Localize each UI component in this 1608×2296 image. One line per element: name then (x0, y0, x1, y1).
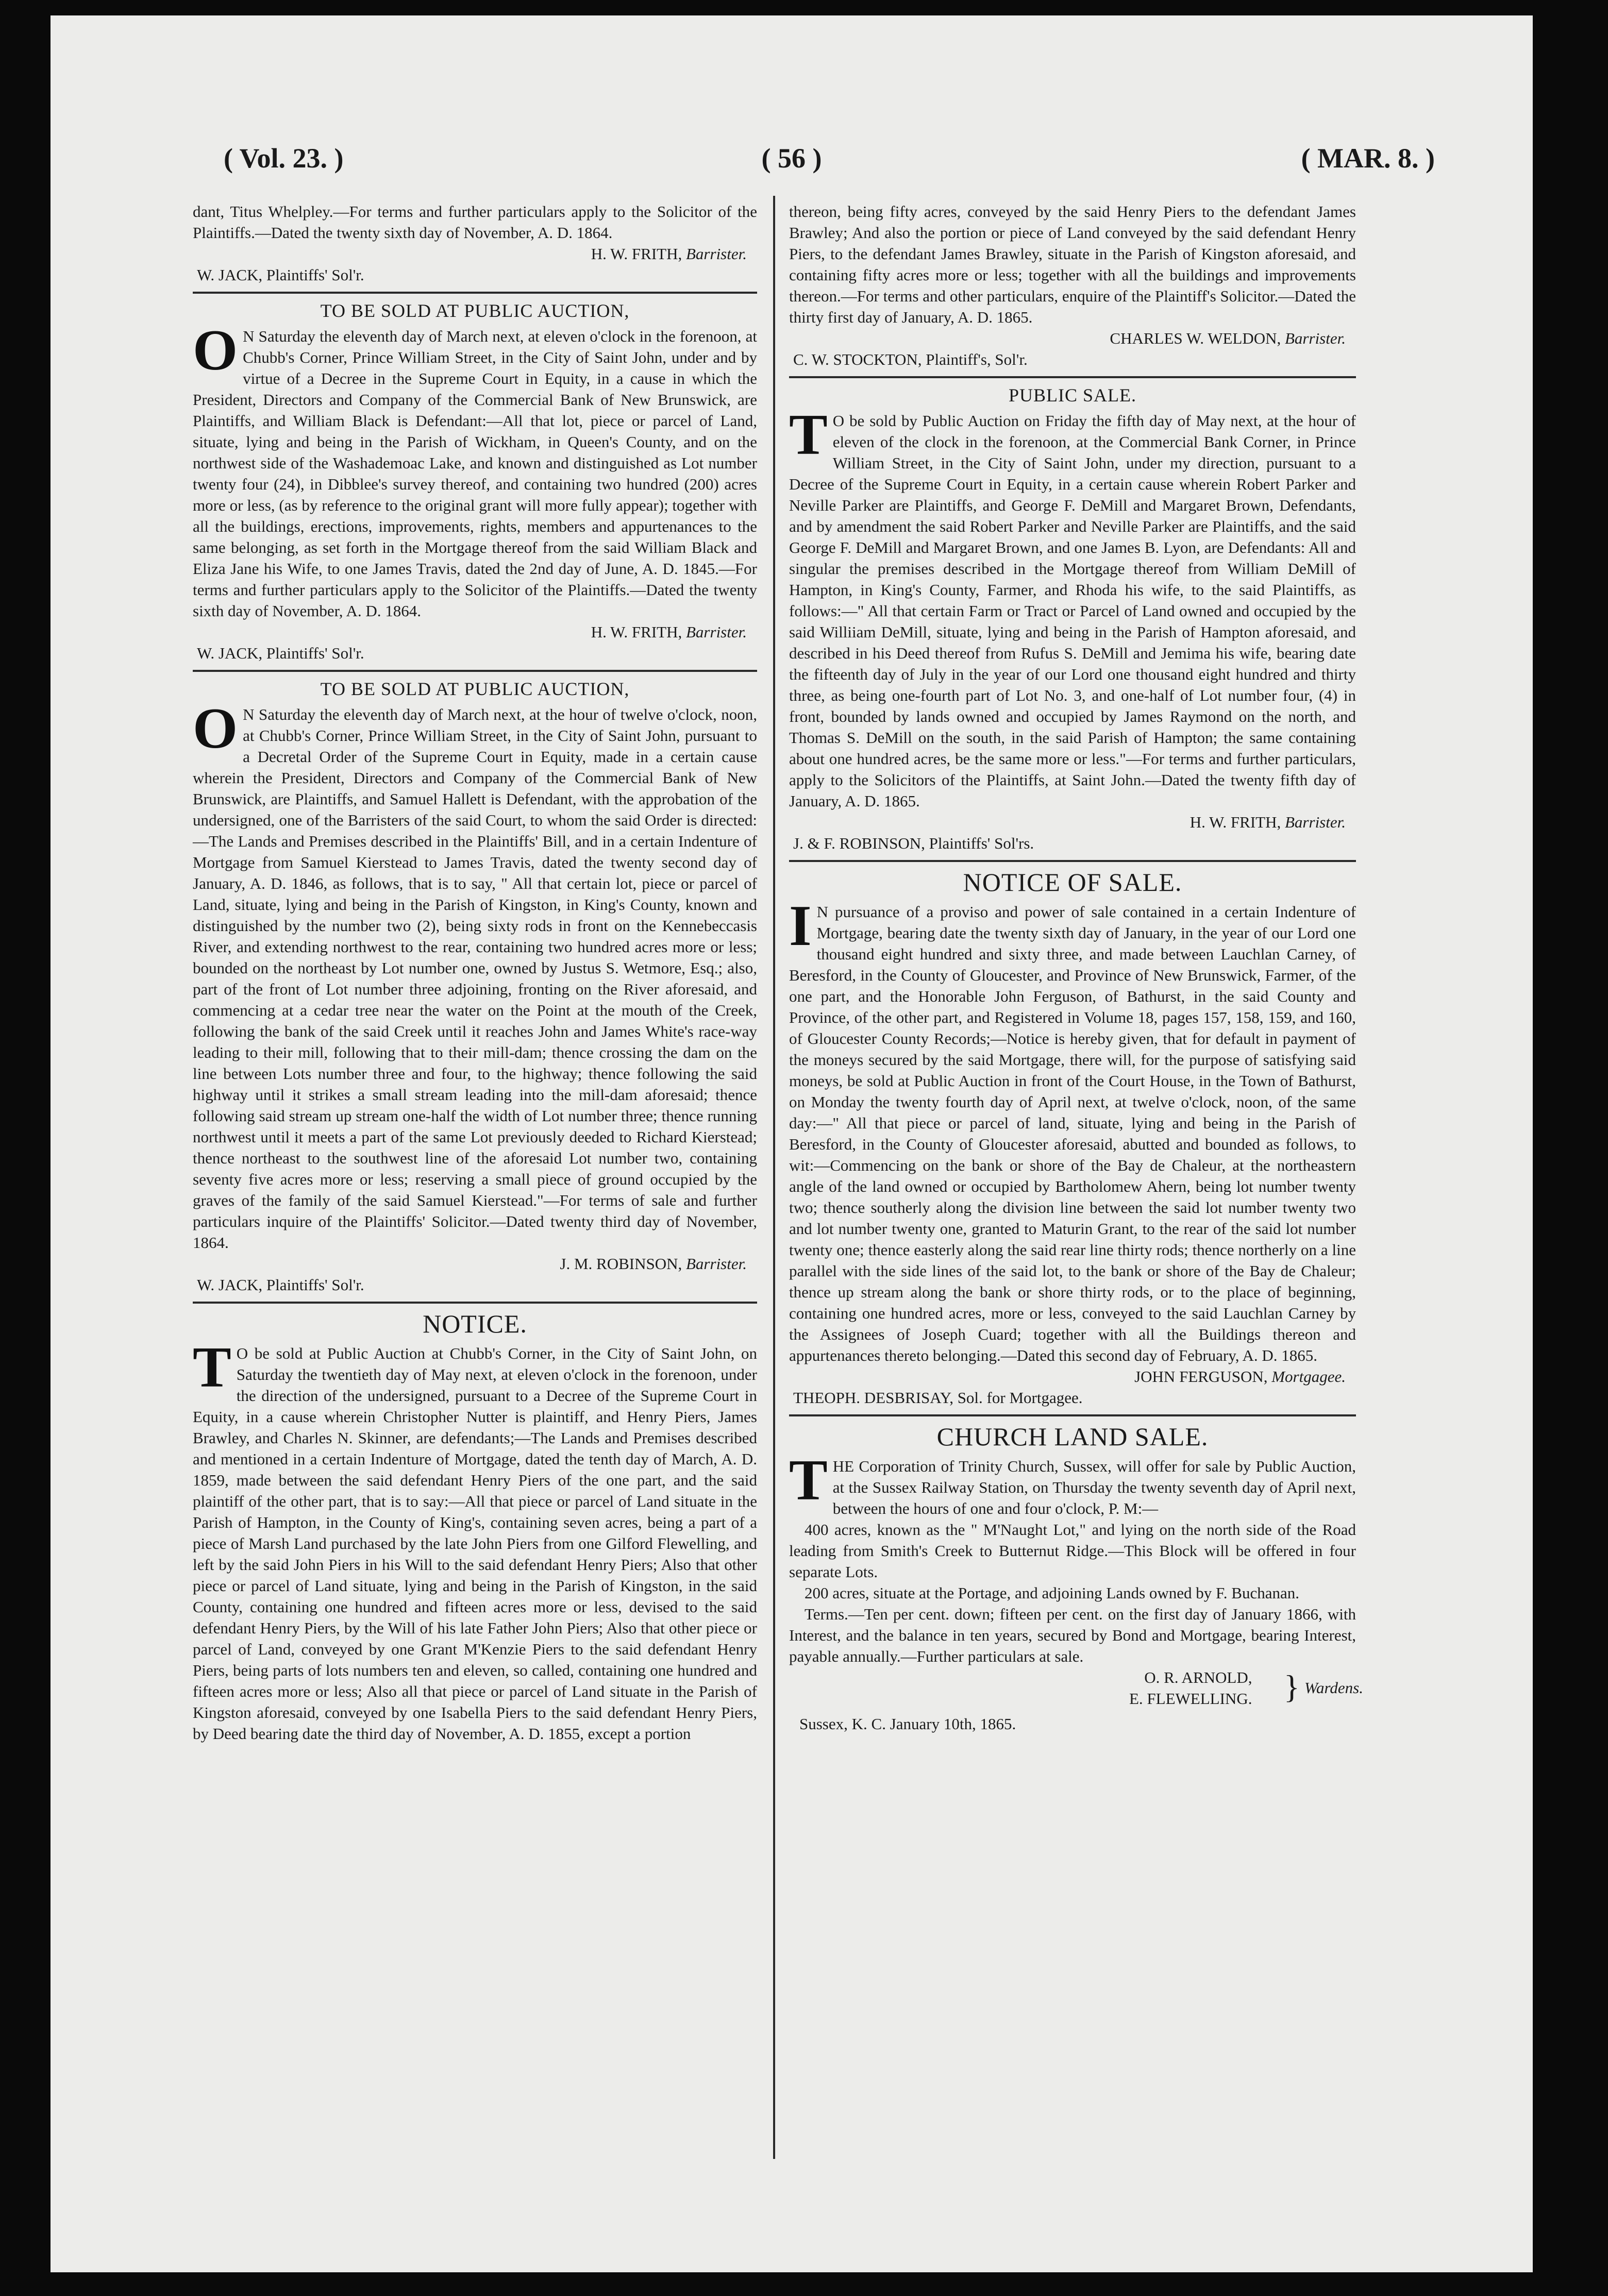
signer-role: Barrister. (1285, 329, 1346, 347)
section-rule (789, 860, 1356, 862)
notice-text: N pursuance of a proviso and power of sale contained in a certain Indenture of Mortgage, bearing date the twenty sixth day of January, in the year of our Lord one thousand eight hundred and sixty three, and made between Lauchlan Carney, of Beresford, in the County of Gloucester, and Province of New Brunswick, Farmer, of the one part, and the Honorable John Ferguson, of Bathurst, in the said County and Province, of the other part, and Registered in Volume 18, pages 157, 158, 159, and 160, of Gloucester County Records;—Notice is hereby given, that for default in payment of the moneys secured by the said Mortgage, there will, for the purpose of satisfying said moneys, be sold at Public Auction in front of the Court House, in the Town of Bathurst, on Monday the twenty fourth day of April next, at twelve o'clock, noon, of the same day:—" All that piece or parcel of land, situate, lying and being in the Parish of Beresford, in the County of Gloucester aforesaid, abutted and bounded as follows, to wit:—Commencing on the bank or shore of the Bay de Chaleur, at the northeastern angle of the land owned or occupied by Bartholomew Ahern, being lot number twenty two; thence southerly along the division line between the said lot number twenty two and lot number twenty one, granted to Maturin Grant, to the rear of the said lot number twenty one; thence easterly along the said rear line thirty rods; thence northerly on a line parallel with the side lines of the said lot, to the bank or shore of the Bay de Chaleur; thence up stream along the bank or shore thirty rods, or to the place of beginning, containing one hundred acres, more or less, conveyed to the said Lauchlan Carney by the Assignees of Joseph Cuard; together with all the Buildings thereon and appurtenances thereto belonging.—Dated this second day of February, A. D. 1865. (789, 903, 1356, 1364)
signature (193, 621, 757, 643)
drop-cap: O (193, 318, 238, 382)
wardens-label: Wardens. (1304, 1679, 1363, 1697)
drop-cap: T (789, 1448, 828, 1512)
auction-notice-wickham (193, 299, 757, 664)
notice-text: HE Corporation of Trinity Church, Sussex, will offer for sale by Public Auction, at the Sussex Railway Station, on Thursday the twenty seventh day of April next, between the hours of one and four o'clock, P. M:— (832, 1457, 1356, 1517)
lot-description: 200 acres, situate at the Portage, and adjoining Lands owned by F. Buchanan. (805, 1584, 1300, 1602)
wardens-signature (789, 1667, 1363, 1713)
church-land-sale (789, 1422, 1363, 1734)
notice-title: CHURCH LAND SALE. (936, 1422, 1209, 1451)
signer-role: Barrister. (686, 623, 747, 641)
notice-text: dant, Titus Whelpley.—For terms and further particulars apply to the Solicitor of the Plaintiffs.—Dated the twenty sixth day of November, A. D. 1864. (193, 202, 757, 242)
newspaper-page (51, 15, 1533, 2272)
drop-cap: T (789, 403, 828, 467)
section-rule (193, 292, 757, 294)
column-divider (773, 196, 775, 2159)
drop-cap: I (789, 894, 812, 958)
signer-name: JOHN FERGUSON, (1134, 1368, 1268, 1386)
brace-glyph: } (1284, 1668, 1300, 1705)
notice-title: TO BE SOLD AT PUBLIC AUCTION, (320, 300, 630, 321)
solicitor: W. JACK, Plaintiffs' Sol'r. (197, 1276, 364, 1294)
signature (789, 812, 1356, 833)
page-number: ( 56 ) (761, 143, 822, 174)
lot-description: 400 acres, known as the " M'Naught Lot," and lying on the north side of the Road leading from Smith's Creek to Butternut Ridge.—This Block will be offered in four separate Lots. (789, 1521, 1356, 1581)
signature (193, 243, 757, 264)
sale-terms: Terms.—Ten per cent. down; fifteen per cent. on the first day of January 1866, with Interest, and the balance in ten years, secured by Bond and Mortgage, bearing Interest, payable annually.—Further particulars at sale. (789, 1605, 1356, 1665)
warden-name: O. R. ARNOLD, (1144, 1668, 1252, 1686)
solicitor: W. JACK, Plaintiffs' Sol'r. (197, 266, 364, 284)
solicitor: C. W. STOCKTON, Plaintiff's, Sol'r. (793, 350, 1028, 368)
notice-of-sale (789, 867, 1356, 1408)
signer-name: CHARLES W. WELDON, (1110, 329, 1281, 347)
notice-text: O be sold by Public Auction on Friday the fifth day of May next, at the hour of eleven of the clock in the forenoon, at the Commercial Bank Corner, in Prince William Street, in the City of Saint John, under my direction, pursuant to a Decree of the Supreme Court in Equity, in a certain cause wherein Robert Parker and Neville Parker are Plaintiffs, and George F. DeMill and Margaret Brown, Defendants, and by amendment the said Robert Parker and Neville Parker are Plaintiffs, and the said George F. DeMill and Margaret Brown, and one James B. Lyon, are Defendants: All and singular the premises described in the Mortgage thereof from William DeMill of Hampton, in King's County, Farmer, and Rhoda his wife, to the said Plaintiffs, as follows:—" All that certain Farm or Tract or Parcel of Land owned and occupied by the said Williiam DeMill, situate, lying and being in the Parish of Hampton aforesaid, and described in his Deed thereof from Rufus S. DeMill and Jemima his wife, bearing date the fifteenth day of July in the year of our Lord one thousand eight hundred and thirty three, as being one-fourth part of Lot No. 3, and one-half of Lot number four, (4) in front, bounded by lands owned and occupied by James Raymond on the north, and Thomas S. DeMill on the south, in the said Parish of Hampton; the same containing about one hundred acres, be the same more or less."—For terms and further particulars, apply to the Solicitors of the Plaintiffs, at Saint John.—Dated the twenty fifth day of January, A. D. 1865. (789, 412, 1356, 810)
issue-date: ( MAR. 8. ) (1301, 143, 1435, 174)
notice-text: N Saturday the eleventh day of March next, at the hour of twelve o'clock, noon, at Chubb's Corner, Prince William Street, in the City of Saint John, pursuant to a Decretal Order of the Supreme Court in Equity, made in a certain cause wherein the President, Directors and Company of the Commercial Bank of New Brunswick, are Plaintiffs, and Samuel Hallett is Defendant, with the approbation of the undersigned, one of the Barristers of the said Court, to whom the said Order is directed:—The Lands and Premises described in the Plaintiffs' Bill, and in a certain Indenture of Mortgage from Samuel Kierstead to James Travis, dated the twenty second day of January, A. D. 1846, as follows, that is to say, " All that certain lot, piece or parcel of Land, situate, lying and being in the Parish of Kingston, in King's County, known and distinguished by the number two (2), being sixty rods in front on the Kennebeccasis River, and extending northwest to the rear, containing two hundred acres more or less; bounded on the northeast by Lot number one, owned by Justus S. Wetmore, Esq.; also, part of the front of Lot number three adjoining, fronting on the River aforesaid, and commencing at a cedar tree near the water on the Point at the mouth of the Creek, following the bank of the said Creek until it reaches John and James White's race-way leading to their mill, following that to their mill-dam; thence crossing the dam on the line between Lots number three and four, to the highway; thence following the said highway until it strikes a small stream leading into the mill-dam aforesaid; thence following said stream up stream one-half the width of Lot number three; thence running northwest until it meets a part of the same Lot previously deeded to Richard Kierstead; thence northeast to the southwest line of the aforesaid Lot number two, containing seventy five acres more or less; reserving a small piece of ground occupied by the graves of the family of the said Samuel Kierstead."—For terms of sale and further particulars inquire of the Plaintiffs' Solicitor.—Dated twenty third day of November, 1864. (193, 705, 757, 1252)
solicitor: W. JACK, Plaintiffs' Sol'r. (197, 644, 364, 662)
section-rule (789, 1414, 1356, 1416)
dateline: Sussex, K. C. January 10th, 1865. (799, 1715, 1016, 1733)
warden-name: E. FLEWELLING. (1129, 1690, 1252, 1708)
signer-role: Barrister. (686, 1255, 747, 1273)
signer-role: Barrister. (686, 245, 747, 263)
drop-cap: O (193, 697, 238, 761)
section-rule (789, 376, 1356, 378)
continued-notice (789, 201, 1356, 370)
page-header (51, 142, 1533, 189)
volume-number: ( Vol. 23. ) (224, 143, 344, 174)
solicitor: J. & F. ROBINSON, Plaintiffs' Sol'rs. (793, 834, 1034, 852)
signer-name: H. W. FRITH, (1190, 813, 1281, 831)
signer-role: Barrister. (1285, 813, 1346, 831)
notice-title: TO BE SOLD AT PUBLIC AUCTION, (320, 679, 630, 699)
public-sale-notice (789, 383, 1356, 854)
signature (789, 1366, 1356, 1387)
notice-title: NOTICE OF SALE. (963, 868, 1182, 897)
signer-role: Mortgagee. (1271, 1368, 1346, 1386)
notice-text: thereon, being fifty acres, conveyed by the said Henry Piers to the defendant James Brawley; And also the portion or piece of Land conveyed by the said defendant Henry Piers, to the defendant James Brawley, situate in the Parish of Kingston aforesaid, and containing fifty acres more or less; together with all the buildings and improvements thereon.—For terms and other particulars, enquire of the Plaintiff's Solicitor.—Dated the thirty first day of January, A. D. 1865. (789, 202, 1356, 326)
right-column (789, 201, 1363, 2236)
left-column (193, 201, 757, 2236)
warden-names (1129, 1667, 1252, 1709)
notice-nutter-piers (193, 1309, 757, 1744)
signer-name: H. W. FRITH, (591, 245, 682, 263)
signer-name: H. W. FRITH, (591, 623, 682, 641)
drop-cap: T (193, 1336, 231, 1399)
notice-title: PUBLIC SALE. (1008, 385, 1137, 406)
signature (789, 328, 1356, 349)
continued-notice (193, 201, 757, 285)
notice-text: N Saturday the eleventh day of March next, at eleven o'clock in the forenoon, at Chubb's Corner, Prince William Street, in the City of Saint John, under and by virtue of a Decree in the Supreme Court in Equity, in a cause in which the President, Directors and Company of the Commercial Bank of New Brunswick, are Plaintiffs, and William Black is Defendant:—All that lot, piece or parcel of Land, situate, lying and being in the Parish of Wickham, in Queen's County, and on the northwest side of the Washademoac Lake, and known and distinguished as Lot number twenty four (24), in Dibblee's survey thereof, and containing two hundred (200) acres more or less, (as by reference to the original grant will more fully appear); together with all the buildings, erections, improvements, rights, members and appurtenances to the same belonging, as set forth in the Mortgage thereof from the said William Black and Eliza Jane his Wife, to one James Travis, dated the 2nd day of June, A. D. 1845.—For terms and further particulars apply to the Solicitor of the Plaintiffs.—Dated the twenty sixth day of November, A. D. 1864. (193, 327, 757, 620)
section-rule (193, 1302, 757, 1304)
signature (193, 1253, 757, 1274)
notice-title: NOTICE. (423, 1309, 527, 1338)
signer-name: J. M. ROBINSON, (560, 1255, 682, 1273)
notice-text: O be sold at Public Auction at Chubb's Corner, in the City of Saint John, on Saturday the twentieth day of May next, at eleven o'clock in the forenoon, under the direction of the undersigned, pursuant to a Decree of the Supreme Court in Equity, in a cause wherein Christopher Nutter is plaintiff, and Henry Piers, James Brawley, and Charles N. Skinner, are defendants;—The Lands and Premises described and mentioned in a certain Indenture of Mortgage, dated the tenth day of March, A. D. 1859, made between the said defendant Henry Piers of the one part, and the said plaintiff of the other part, that is to say:—All that piece or parcel of Land situate in the Parish of Hampton, in the County of King's, containing seven acres, being a part of a piece of Marsh Land purchased by the late John Piers from one Gilford Flewelling, and left by the said John Piers in his Will to the said defendant Henry Piers; Also that other piece or parcel of Land situate, lying and being in the Parish of Kingston, in the said County, containing one hundred and fifteen acres more or less, devised to the said defendant Henry Piers, by the Will of his late Father John Piers; Also that other piece or parcel of Land, conveyed by one Grant M'Kenzie Piers to the said defendant Henry Piers, being parts of lots numbers ten and eleven, so called, containing one hundred and fifteen acres more or less; Also all that piece or parcel of Land situate in the Parish of Kingston aforesaid, conveyed by one Isabella Piers to the said defendant Henry Piers, by Deed bearing date the third day of November, A. D. 1855, except a portion (193, 1344, 757, 1743)
section-rule (193, 670, 757, 672)
solicitor: THEOPH. DESBRISAY, Sol. for Mortgagee. (793, 1389, 1083, 1407)
auction-notice-kingston (193, 677, 757, 1295)
